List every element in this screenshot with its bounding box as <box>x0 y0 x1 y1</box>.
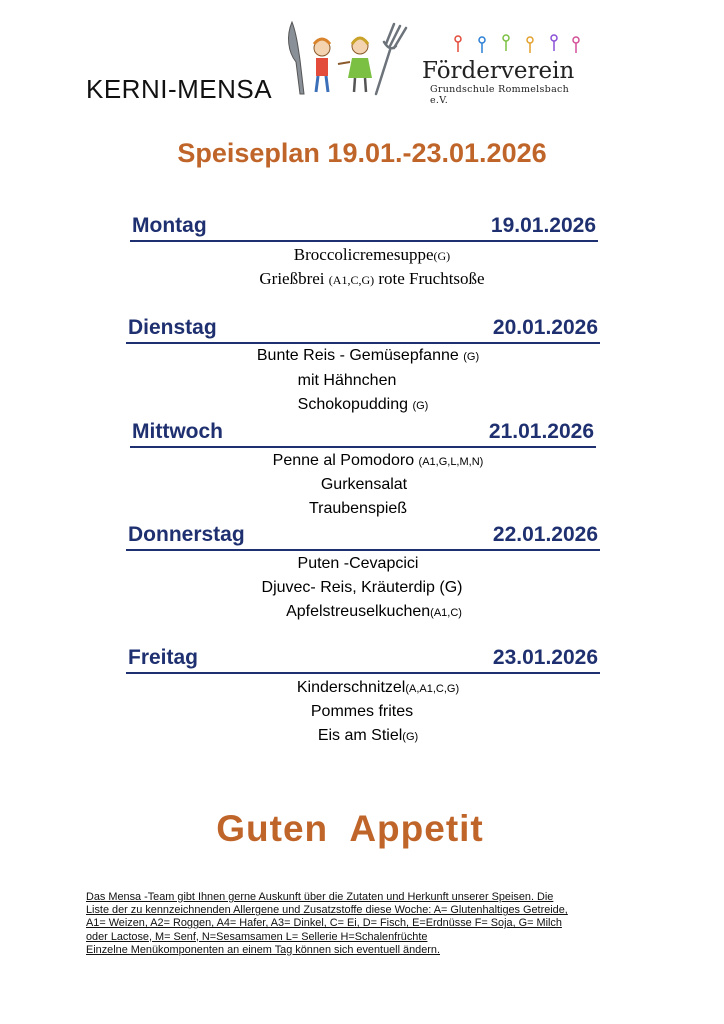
cutlery-kids-logo-icon <box>282 18 414 98</box>
menu-line: Pommes frites <box>310 703 414 720</box>
day-date: 20.01.2026 <box>492 316 598 339</box>
day-date: 22.01.2026 <box>492 523 598 546</box>
day-header-wednesday <box>130 420 596 448</box>
logo-text-sub: Grundschule Rommelsbach e.V. <box>430 84 570 106</box>
menu-line: Eis am Stiel(G) <box>317 727 419 744</box>
menu-line: Gurkensalat <box>320 476 408 493</box>
menu-line: Bunte Reis - Gemüsepfanne (G) <box>256 347 480 364</box>
day-name: Freitag <box>128 646 199 669</box>
logo-text-main: Förderverein <box>422 58 575 84</box>
menu-line: Schokopudding (G) <box>297 396 429 413</box>
menu-line: Kinderschnitzel(A,A1,C,G) <box>296 679 460 696</box>
day-date: 21.01.2026 <box>488 420 594 443</box>
closing-greeting: Guten Appetit <box>216 808 484 849</box>
menu-line: Djuvec- Reis, Kräuterdip (G) <box>261 579 463 596</box>
day-name: Montag <box>132 214 207 237</box>
day-name: Dienstag <box>128 316 217 339</box>
menu-line: Apfelstreuselkuchen(A1,C) <box>286 603 462 620</box>
menu-line: mit Hähnchen <box>297 372 397 389</box>
menu-line: Penne al Pomodoro (A1,G,L,M,N) <box>272 452 484 469</box>
day-header-tuesday <box>126 316 600 344</box>
menu-title: Speiseplan 19.01.-23.01.2026 <box>177 138 547 168</box>
menu-line: Puten -Cevapcici <box>297 555 419 572</box>
day-header-monday <box>130 214 598 242</box>
day-date: 19.01.2026 <box>490 214 596 237</box>
allergen-footnote: Das Mensa -Team gibt Ihnen gerne Auskunft über die Zutaten und Herkunft unserer Speisen. Die Liste der zu kennzeichnenden Allergene und Zusatzstoffe diese Woche: A= Glutenhaltiges Getreide, A1= Weizen, A2= Roggen, A4= Hafer, A3= Dinkel, C= Ei, D= Fisch, E=Erdnüsse F= Soja, G= Milch oder Lactose, M= Senf, N=Sesamsamen L= Sellerie H=Schalenfrüchte Einzelne Menükomponenten an einem Tag können sich eventuell ändern. <box>86 891 568 956</box>
brand-title: KERNI-MENSA <box>86 74 273 104</box>
foerderverein-logo <box>422 34 590 106</box>
day-name: Donnerstag <box>128 523 245 546</box>
day-header-friday <box>126 646 600 674</box>
menu-line: Traubenspieß <box>308 500 408 517</box>
day-header-thursday <box>126 523 600 551</box>
stick-figures-icon <box>452 34 582 60</box>
menu-line: Grießbrei (A1,C,G) rote Fruchtsoße <box>259 269 485 288</box>
day-date: 23.01.2026 <box>492 646 598 669</box>
day-name: Mittwoch <box>132 420 223 443</box>
menu-line: Broccolicremesuppe(G) <box>293 245 451 264</box>
